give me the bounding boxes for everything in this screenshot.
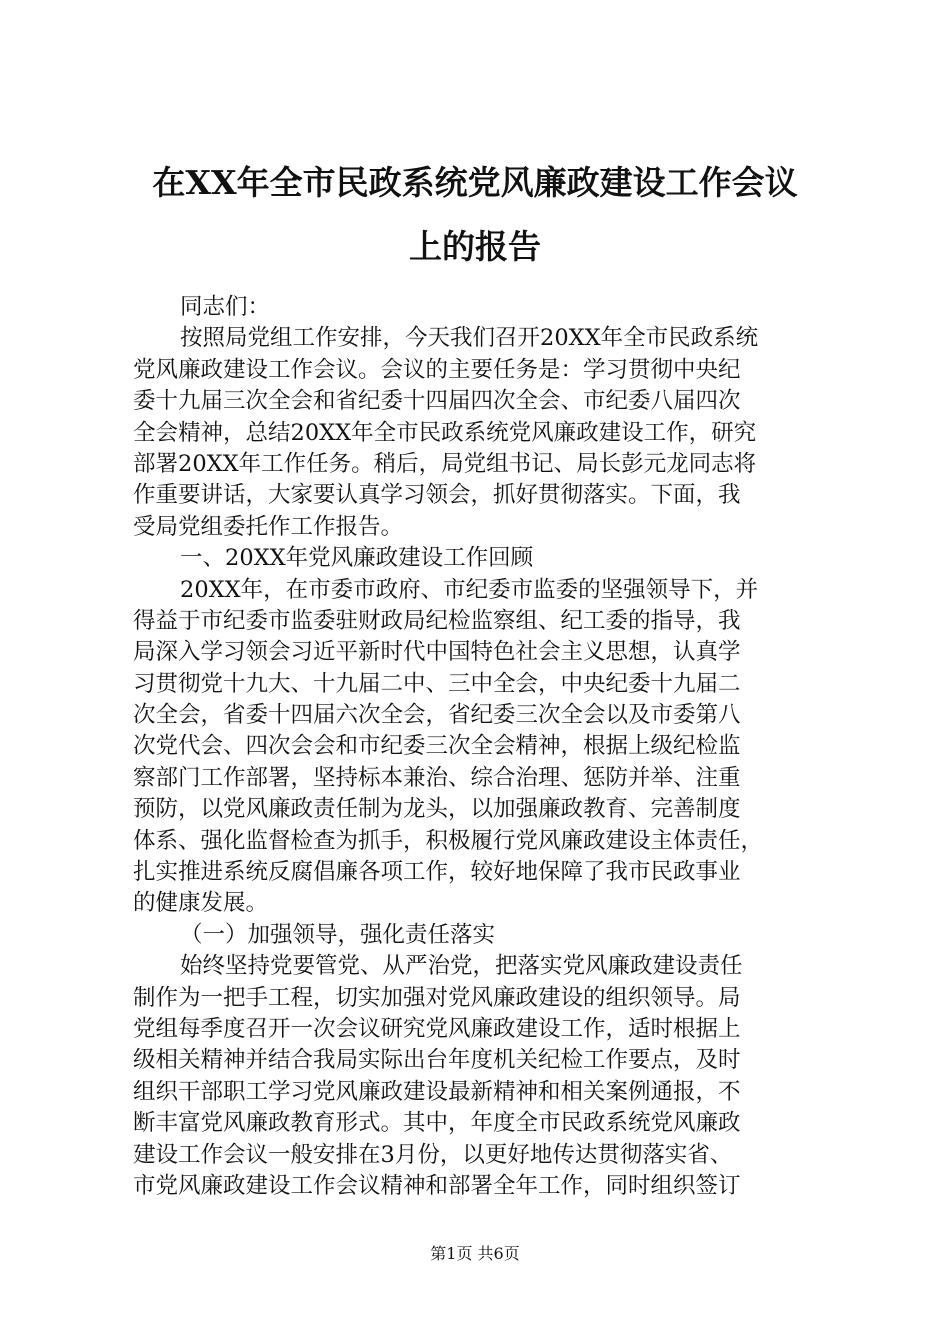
body-text-line: 扎实推进系统反腐倡廉各项工作，较好地保障了我市民政事业 bbox=[133, 859, 741, 886]
body-text-line: 按照局党组工作安排，今天我们召开20XX年全市民政系统 bbox=[180, 325, 759, 352]
body-text-line: 作重要讲话，大家要认真学习领会，抓好贯彻落实。下面，我 bbox=[133, 482, 741, 509]
body-text-line: 习贯彻党十九大、十九届二中、三中全会，中央纪委十九届二 bbox=[133, 670, 741, 697]
body-text-line: 断丰富党风廉政教育形式。其中，年度全市民政系统党风廉政 bbox=[133, 1110, 741, 1137]
body-text-line: 始终坚持党要管党、从严治党，把落实党风廉政建设责任 bbox=[180, 953, 743, 980]
body-text-line: 一、20XX年党风廉政建设工作回顾 bbox=[180, 545, 534, 572]
body-text-line: 20XX年，在市委市政府、市纪委市监委的坚强领导下，并 bbox=[180, 576, 759, 603]
body-text-line: 组织干部职工学习党风廉政建设最新精神和相关案例通报，不 bbox=[133, 1078, 741, 1105]
body-text-line: 同志们： bbox=[180, 294, 271, 320]
document-title-line-1: 在XX年全市民政系统党风廉政建设工作会议 bbox=[152, 163, 798, 202]
document-body bbox=[133, 292, 833, 1202]
body-text-line: 体系、强化监督检查为抓手，积极履行党风廉政建设主体责任， bbox=[133, 827, 764, 854]
body-text-line: 委十九届三次全会和省纪委十四届四次全会、市纪委八届四次 bbox=[133, 388, 741, 415]
body-text-line: 党风廉政建设工作会议。会议的主要任务是：学习贯彻中央纪 bbox=[133, 356, 741, 383]
body-text-line: 市党风廉政建设工作会议精神和部署全年工作，同时组织签订 bbox=[133, 1172, 741, 1199]
body-text-line: 得益于市纪委市监委驻财政局纪检监察组、纪工委的指导，我 bbox=[133, 607, 741, 634]
body-text-line: 察部门工作部署，坚持标本兼治、综合治理、惩防并举、注重 bbox=[133, 764, 741, 791]
body-text-line: 局深入学习领会习近平新时代中国特色社会主义思想，认真学 bbox=[133, 639, 741, 666]
body-text-line: 全会精神，总结20XX年全市民政系统党风廉政建设工作，研究 bbox=[133, 419, 757, 446]
body-text-line: 受局党组委托作工作报告。 bbox=[133, 513, 404, 540]
body-text-line: 次党代会、四次会会和市纪委三次全会精神，根据上级纪检监 bbox=[133, 733, 741, 760]
body-text-line: 级相关精神并结合我局实际出台年度机关纪检工作要点，及时 bbox=[133, 1047, 741, 1074]
document-title-line-2: 上的报告 bbox=[409, 227, 541, 266]
body-text-line: 的健康发展。 bbox=[133, 890, 269, 917]
body-text-line: 党组每季度召开一次会议研究党风廉政建设工作，适时根据上 bbox=[133, 1015, 741, 1042]
page-footer: 第1页 共6页 bbox=[430, 1244, 520, 1263]
body-text-line: 次全会，省委十四届六次全会，省纪委三次全会以及市委第八 bbox=[133, 702, 741, 729]
body-text-line: 部署20XX年工作任务。稍后，局党组书记、局长彭元龙同志将 bbox=[133, 450, 757, 477]
body-text-line: 制作为一把手工程，切实加强对党风廉政建设的组织领导。局 bbox=[133, 984, 741, 1011]
body-text-line: （一）加强领导，强化责任落实 bbox=[180, 921, 496, 948]
body-text-line: 预防，以党风廉政责任制为龙头，以加强廉政教育、完善制度 bbox=[133, 796, 741, 823]
body-text-line: 建设工作会议一般安排在3月份，以更好地传达贯彻落实省、 bbox=[133, 1141, 733, 1168]
